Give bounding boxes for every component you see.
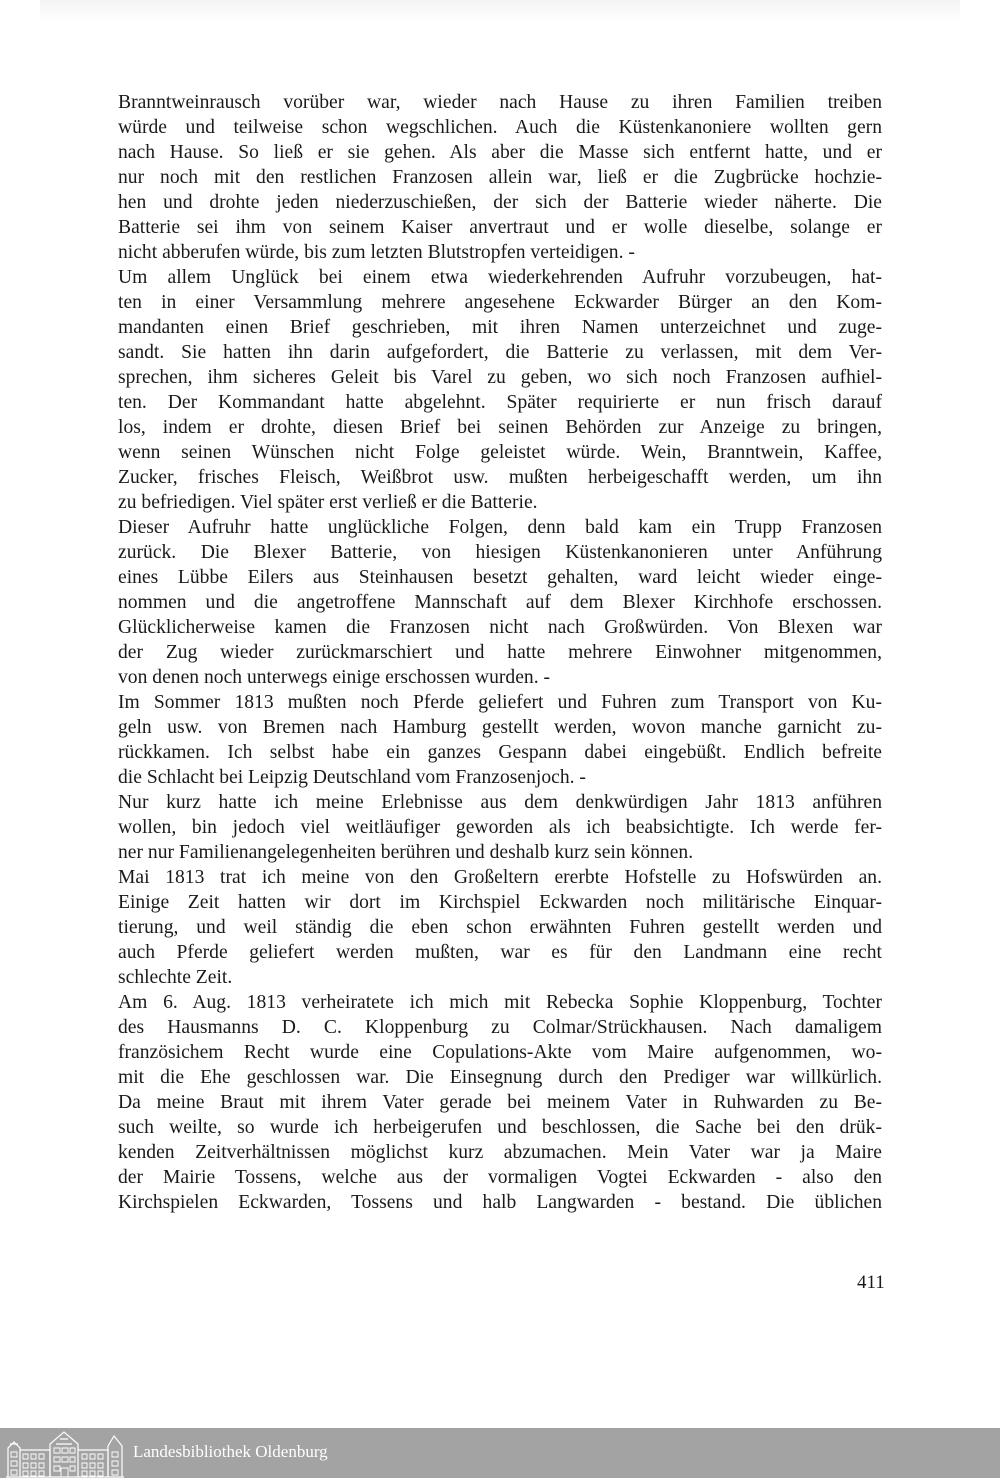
text-line: wenn seinen Wünschen nicht Folge geleistet würde. Wein, Branntwein, Kaffee, xyxy=(118,442,882,463)
page-number: 411 xyxy=(857,1272,885,1293)
text-line: kenden Zeitverhältnissen möglichst kurz abzumachen. Mein Vater war ja Maire xyxy=(118,1142,882,1163)
text-line: Nur kurz hatte ich meine Erlebnisse aus dem denkwürdigen Jahr 1813 anführen xyxy=(118,792,882,813)
text-line: ten. Der Kommandant hatte abgelehnt. Später requirierte er nun frisch darauf xyxy=(118,392,882,413)
text-line: auch Pferde geliefert werden mußten, war es für den Landmann eine recht xyxy=(118,942,882,963)
text-line: schlechte Zeit. xyxy=(118,967,233,988)
text-line: Kirchspielen Eckwarden, Tossens und halb Langwarden - bestand. Die üblichen xyxy=(118,1192,882,1213)
text-line: der Mairie Tossens, welche aus der vormaligen Vogtei Eckwarden - also den xyxy=(118,1167,882,1188)
text-line: ner nur Familienangelegenheiten berühren und deshalb kurz sein können. xyxy=(118,842,694,863)
text-line: französichem Recht wurde eine Copulations-Akte vom Maire aufgenommen, wo- xyxy=(118,1042,882,1063)
text-line: Um allem Unglück bei einem etwa wiederkehrenden Aufruhr vorzubeugen, hat- xyxy=(118,267,882,288)
text-line: nur noch mit den restlichen Franzosen allein war, ließ er die Zugbrücke hochzie- xyxy=(118,167,882,188)
text-line: nach Hause. So ließ er sie gehen. Als aber die Masse sich entfernt hatte, und er xyxy=(118,142,882,163)
text-line: Glücklicherweise kamen die Franzosen nicht nach Großwürden. Von Blexen war xyxy=(118,617,882,638)
text-line: Batterie sei ihm von seinem Kaiser anvertraut und er wolle dieselbe, solange er xyxy=(118,217,882,238)
institution-name: Landesbibliothek Oldenburg xyxy=(133,1442,328,1461)
text-line: Da meine Braut mit ihrem Vater gerade bei meinem Vater in Ruhwarden zu Be- xyxy=(118,1092,882,1113)
text-line: nicht abberufen würde, bis zum letzten Blutstropfen verteidigen. - xyxy=(118,242,635,263)
text-line: Branntweinrausch vorüber war, wieder nach Hause zu ihren Familien treiben xyxy=(118,92,882,113)
text-line: mandanten einen Brief geschrieben, mit ihren Namen unterzeichnet und zuge- xyxy=(118,317,882,338)
text-line: zu befriedigen. Viel später erst verließ er die Batterie. xyxy=(118,492,538,513)
text-line: rückkamen. Ich selbst habe ein ganzes Gespann dabei eingebüßt. Endlich befreite xyxy=(118,742,882,763)
text-line: eines Lübbe Eilers aus Steinhausen besetzt gehalten, ward leicht wieder einge- xyxy=(118,567,882,588)
text-line: such weilte, so wurde ich herbeigerufen und beschlossen, die Sache bei den drük- xyxy=(118,1117,882,1138)
text-line: des Hausmanns D. C. Kloppenburg zu Colmar/Strückhausen. Nach damaligem xyxy=(118,1017,882,1038)
text-line: sandt. Sie hatten ihn darin aufgefordert, die Batterie zu verlassen, mit dem Ver- xyxy=(118,342,882,363)
text-line: Einige Zeit hatten wir dort im Kirchspiel Eckwarden noch militärische Einquar- xyxy=(118,892,882,913)
text-line: von denen noch unterwegs einige erschossen wurden. - xyxy=(118,667,551,688)
text-line: sprechen, ihm sicheres Geleit bis Varel zu geben, wo sich noch Franzosen aufhiel- xyxy=(118,367,882,388)
text-line: Im Sommer 1813 mußten noch Pferde geliefert und Fuhren zum Transport von Ku- xyxy=(118,692,882,713)
text-line: Zucker, frisches Fleisch, Weißbrot usw. mußten herbeigeschafft werden, um ihn xyxy=(118,467,882,488)
text-line: würde und teilweise schon wegschlichen. Auch die Küstenkanoniere wollten gern xyxy=(118,117,882,138)
scan-top-edge xyxy=(40,0,960,22)
text-line: hen und drohte jeden niederzuschießen, der sich der Batterie wieder näherte. Die xyxy=(118,192,882,213)
text-line: Am 6. Aug. 1813 verheiratete ich mich mit Rebecka Sophie Kloppenburg, Tochter xyxy=(118,992,882,1013)
text-line: mit die Ehe geschlossen war. Die Einsegnung durch den Prediger war willkürlich. xyxy=(118,1067,882,1088)
text-line: nommen und die angetroffene Mannschaft auf dem Blexer Kirchhofe erschossen. xyxy=(118,592,882,613)
page-body-text xyxy=(118,90,882,1215)
text-line: Dieser Aufruhr hatte unglückliche Folgen, denn bald kam ein Trupp Franzosen xyxy=(118,517,882,538)
text-line: geln usw. von Bremen nach Hamburg gestellt werden, wovon manche garnicht zu- xyxy=(118,717,882,738)
text-line: zurück. Die Blexer Batterie, von hiesigen Küstenkanonieren unter Anführung xyxy=(118,542,882,563)
text-line: die Schlacht bei Leipzig Deutschland vom Franzosenjoch. - xyxy=(118,767,586,788)
library-building-icon xyxy=(6,1430,124,1478)
text-line: wollen, bin jedoch viel weitläufiger geworden als ich beabsichtigte. Ich werde fer- xyxy=(118,817,882,838)
text-line: Mai 1813 trat ich meine von den Großeltern ererbte Hofstelle zu Hofswürden an. xyxy=(118,867,882,888)
text-line: ten in einer Versammlung mehrere angesehene Eckwarder Bürger an den Kom- xyxy=(118,292,882,313)
footer-banner xyxy=(0,1428,1000,1478)
text-line: tierung, und weil ständig die eben schon erwähnten Fuhren gestellt werden und xyxy=(118,917,882,938)
text-line: los, indem er drohte, diesen Brief bei seinen Behörden zur Anzeige zu bringen, xyxy=(118,417,882,438)
text-line: der Zug wieder zurückmarschiert und hatte mehrere Einwohner mitgenommen, xyxy=(118,642,882,663)
